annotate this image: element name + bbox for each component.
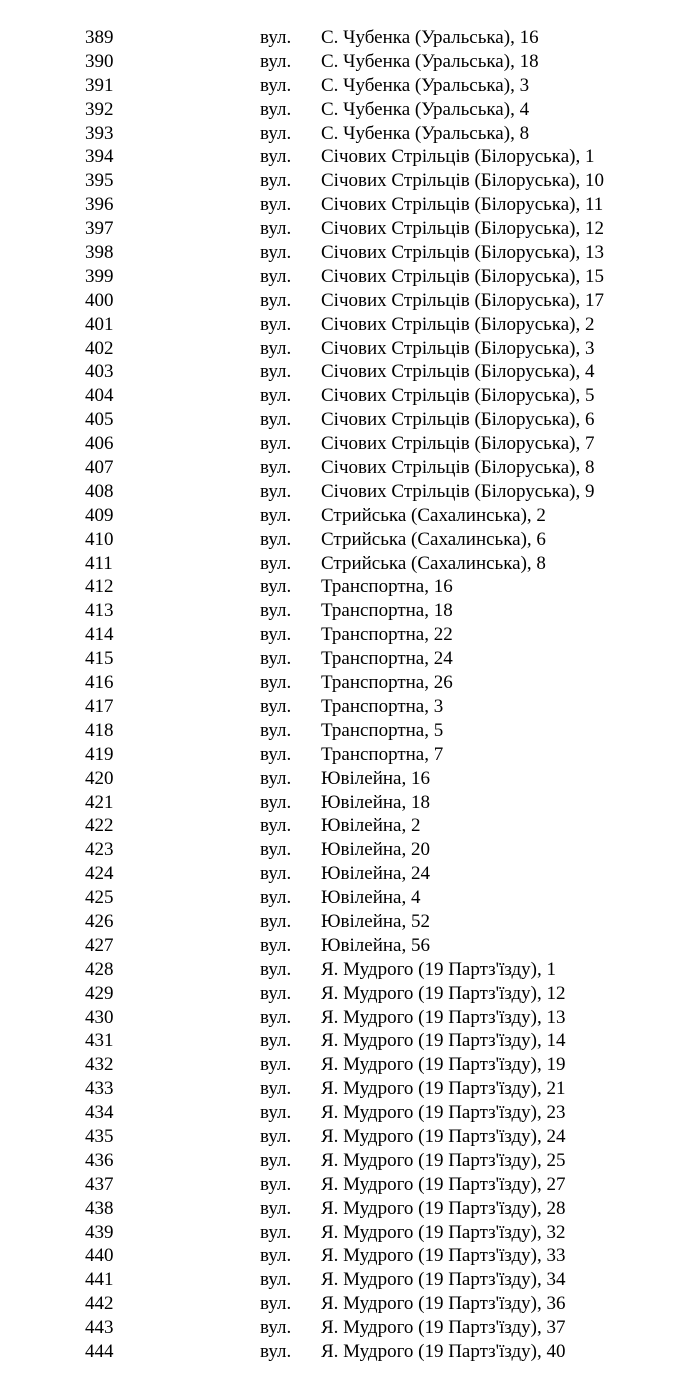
street-address: Ювілейна, 4 [321,887,421,909]
address-row [0,169,700,193]
row-number: 442 [85,1293,114,1315]
address-row [0,408,700,432]
address-row [0,719,700,743]
row-number: 413 [85,600,114,622]
street-type: вул. [260,433,292,455]
address-row [0,886,700,910]
street-address: Ювілейна, 18 [321,791,430,813]
address-row [0,217,700,241]
row-number: 416 [85,672,114,694]
street-address: Ювілейна, 52 [321,910,430,932]
street-type: вул. [260,600,292,622]
address-row [0,862,700,886]
address-row [0,456,700,480]
row-number: 392 [85,98,114,120]
address-row [0,1197,700,1221]
row-number: 414 [85,624,114,646]
street-type: вул. [260,480,292,502]
street-address: Січових Стрільців (Білоруська), 2 [321,313,595,335]
street-address: Транспортна, 18 [321,600,453,622]
street-address: Я. Мудрого (19 Партз'їзду), 32 [321,1221,566,1243]
street-address: Я. Мудрого (19 Партз'їзду), 1 [321,958,557,980]
street-address: С. Чубенка (Уральська), 3 [321,74,530,96]
row-number: 421 [85,791,114,813]
street-address: С. Чубенка (Уральська), 16 [321,27,539,48]
row-number: 415 [85,648,114,670]
street-address: Ювілейна, 2 [321,815,421,837]
row-number: 400 [85,289,114,311]
street-type: вул. [260,1149,292,1171]
street-type: вул. [260,457,292,479]
address-row [0,1221,700,1245]
address-row [0,599,700,623]
street-type: вул. [260,1269,292,1291]
address-row [0,1316,700,1340]
street-address: Січових Стрільців (Білоруська), 9 [321,480,595,502]
address-row [0,910,700,934]
address-row [0,265,700,289]
row-number: 437 [85,1173,114,1195]
row-number: 402 [85,337,114,359]
street-address: Ювілейна, 56 [321,934,430,956]
row-number: 429 [85,982,114,1004]
street-type: вул. [260,887,292,909]
street-address: Січових Стрільців (Білоруська), 13 [321,242,604,264]
row-number: 411 [85,552,113,574]
street-address: С. Чубенка (Уральська), 18 [321,50,539,72]
street-address: Я. Мудрого (19 Партз'їзду), 14 [321,1030,566,1052]
row-number: 393 [85,122,114,144]
street-type: вул. [260,1125,292,1147]
address-row [0,1006,700,1030]
street-type: вул. [260,1078,292,1100]
address-row [0,1268,700,1292]
row-number: 422 [85,815,114,837]
street-type: вул. [260,1197,292,1219]
street-address: Транспортна, 24 [321,648,453,670]
row-number: 406 [85,433,114,455]
row-number: 432 [85,1054,114,1076]
street-address: Я. Мудрого (19 Партз'їзду), 21 [321,1078,566,1100]
street-type: вул. [260,122,292,144]
address-row [0,289,700,313]
street-address: Я. Мудрого (19 Партз'їзду), 36 [321,1293,566,1315]
row-number: 443 [85,1317,114,1339]
street-type: вул. [260,767,292,789]
street-type: вул. [260,528,292,550]
street-type: вул. [260,1006,292,1028]
street-address: Транспортна, 26 [321,672,453,694]
street-address: Січових Стрільців (Білоруська), 11 [321,194,604,216]
row-number: 438 [85,1197,114,1219]
street-type: вул. [260,361,292,383]
row-number: 418 [85,719,114,741]
address-row [0,313,700,337]
street-type: вул. [260,27,292,48]
address-row [0,1340,700,1364]
street-address: Ювілейна, 16 [321,767,430,789]
street-address: Стрийська (Сахалинська), 6 [321,528,546,550]
street-address: Транспортна, 5 [321,719,444,741]
address-row [0,791,700,815]
row-number: 404 [85,385,114,407]
street-address: Транспортна, 7 [321,743,444,765]
street-type: вул. [260,265,292,287]
street-type: вул. [260,695,292,717]
street-type: вул. [260,648,292,670]
row-number: 439 [85,1221,114,1243]
street-type: вул. [260,839,292,861]
street-address: Транспортна, 3 [321,695,444,717]
street-address: Січових Стрільців (Білоруська), 3 [321,337,595,359]
row-number: 399 [85,265,114,287]
street-type: вул. [260,1245,292,1267]
street-type: вул. [260,982,292,1004]
street-type: вул. [260,1340,292,1362]
street-type: вул. [260,1054,292,1076]
address-row [0,743,700,767]
row-number: 428 [85,958,114,980]
street-address: Стрийська (Сахалинська), 8 [321,552,546,574]
street-address: Я. Мудрого (19 Партз'їзду), 34 [321,1269,566,1291]
street-type: вул. [260,194,292,216]
address-row [0,1101,700,1125]
row-number: 417 [85,695,114,717]
street-type: вул. [260,958,292,980]
street-type: вул. [260,504,292,526]
address-row [0,241,700,265]
street-address: Січових Стрільців (Білоруська), 10 [321,170,604,192]
address-row [0,1173,700,1197]
row-number: 440 [85,1245,114,1267]
street-address: Січових Стрільців (Білоруська), 15 [321,265,604,287]
row-number: 425 [85,887,114,909]
street-type: вул. [260,337,292,359]
address-row [0,838,700,862]
street-address: Січових Стрільців (Білоруська), 4 [321,361,595,383]
address-row [0,647,700,671]
row-number: 394 [85,146,114,168]
street-type: вул. [260,624,292,646]
street-type: вул. [260,863,292,885]
street-type: вул. [260,552,292,574]
street-address: Січових Стрільців (Білоруська), 5 [321,385,595,407]
row-number: 444 [85,1340,114,1362]
row-number: 433 [85,1078,114,1100]
street-type: вул. [260,1173,292,1195]
street-address: Січових Стрільців (Білоруська), 17 [321,289,604,311]
street-type: вул. [260,576,292,598]
street-type: вул. [260,1221,292,1243]
street-address: Я. Мудрого (19 Партз'їзду), 40 [321,1340,566,1362]
street-type: вул. [260,146,292,168]
street-type: вул. [260,313,292,335]
address-row [0,623,700,647]
address-row [0,193,700,217]
street-type: вул. [260,1030,292,1052]
row-number: 405 [85,409,114,431]
address-row [0,958,700,982]
address-row [0,480,700,504]
row-number: 420 [85,767,114,789]
street-address: Я. Мудрого (19 Партз'їзду), 23 [321,1102,566,1124]
street-address: Січових Стрільців (Білоруська), 1 [321,146,595,168]
address-row [0,671,700,695]
address-row [0,122,700,146]
address-row [0,1149,700,1173]
street-type: вул. [260,1293,292,1315]
street-address: Січових Стрільців (Білоруська), 7 [321,433,595,455]
street-type: вул. [260,934,292,956]
street-type: вул. [260,74,292,96]
street-type: вул. [260,98,292,120]
row-number: 419 [85,743,114,765]
row-number: 409 [85,504,114,526]
row-number: 431 [85,1030,114,1052]
address-row [0,26,700,50]
address-row [0,145,700,169]
street-type: вул. [260,743,292,765]
street-address: Я. Мудрого (19 Партз'їзду), 19 [321,1054,566,1076]
row-number: 408 [85,480,114,502]
street-address: Січових Стрільців (Білоруська), 8 [321,457,595,479]
row-number: 397 [85,218,114,240]
row-number: 427 [85,934,114,956]
address-row [0,1292,700,1316]
row-number: 423 [85,839,114,861]
street-type: вул. [260,218,292,240]
street-type: вул. [260,815,292,837]
street-type: вул. [260,289,292,311]
address-row [0,934,700,958]
address-row [0,695,700,719]
row-number: 424 [85,863,114,885]
street-address: Січових Стрільців (Білоруська), 12 [321,218,604,240]
street-address: Я. Мудрого (19 Партз'їзду), 13 [321,1006,566,1028]
address-row [0,814,700,838]
row-number: 398 [85,242,114,264]
row-number: 412 [85,576,114,598]
address-row [0,528,700,552]
street-type: вул. [260,791,292,813]
street-address: С. Чубенка (Уральська), 4 [321,98,530,120]
address-row [0,1244,700,1268]
address-row [0,1125,700,1149]
row-number: 391 [85,74,114,96]
street-address: Я. Мудрого (19 Партз'їзду), 24 [321,1125,566,1147]
address-row [0,504,700,528]
street-type: вул. [260,170,292,192]
address-row [0,552,700,576]
address-row [0,575,700,599]
street-type: вул. [260,50,292,72]
address-list [0,26,700,1364]
row-number: 403 [85,361,114,383]
address-row [0,98,700,122]
row-number: 434 [85,1102,114,1124]
address-row [0,337,700,361]
row-number: 401 [85,313,114,335]
row-number: 389 [85,27,114,48]
street-address: Я. Мудрого (19 Партз'їзду), 33 [321,1245,566,1267]
street-address: Ювілейна, 24 [321,863,430,885]
street-type: вул. [260,910,292,932]
street-address: Січових Стрільців (Білоруська), 6 [321,409,595,431]
address-row [0,1029,700,1053]
street-address: Ювілейна, 20 [321,839,430,861]
address-row [0,74,700,98]
row-number: 426 [85,910,114,932]
address-row [0,384,700,408]
row-number: 390 [85,50,114,72]
street-address: Транспортна, 16 [321,576,453,598]
address-row [0,1077,700,1101]
street-address: Я. Мудрого (19 Партз'їзду), 28 [321,1197,566,1219]
row-number: 436 [85,1149,114,1171]
address-row [0,50,700,74]
street-type: вул. [260,385,292,407]
address-row [0,360,700,384]
street-type: вул. [260,672,292,694]
street-type: вул. [260,1317,292,1339]
address-row [0,1053,700,1077]
row-number: 407 [85,457,114,479]
address-row [0,767,700,791]
street-address: Транспортна, 22 [321,624,453,646]
street-address: С. Чубенка (Уральська), 8 [321,122,530,144]
street-type: вул. [260,1102,292,1124]
row-number: 430 [85,1006,114,1028]
street-type: вул. [260,409,292,431]
street-address: Я. Мудрого (19 Партз'їзду), 37 [321,1317,566,1339]
row-number: 396 [85,194,114,216]
row-number: 410 [85,528,114,550]
street-address: Я. Мудрого (19 Партз'їзду), 25 [321,1149,566,1171]
street-type: вул. [260,242,292,264]
street-address: Стрийська (Сахалинська), 2 [321,504,546,526]
street-address: Я. Мудрого (19 Партз'їзду), 27 [321,1173,566,1195]
row-number: 441 [85,1269,114,1291]
row-number: 395 [85,170,114,192]
address-row [0,982,700,1006]
address-row [0,432,700,456]
row-number: 435 [85,1125,114,1147]
street-type: вул. [260,719,292,741]
street-address: Я. Мудрого (19 Партз'їзду), 12 [321,982,566,1004]
